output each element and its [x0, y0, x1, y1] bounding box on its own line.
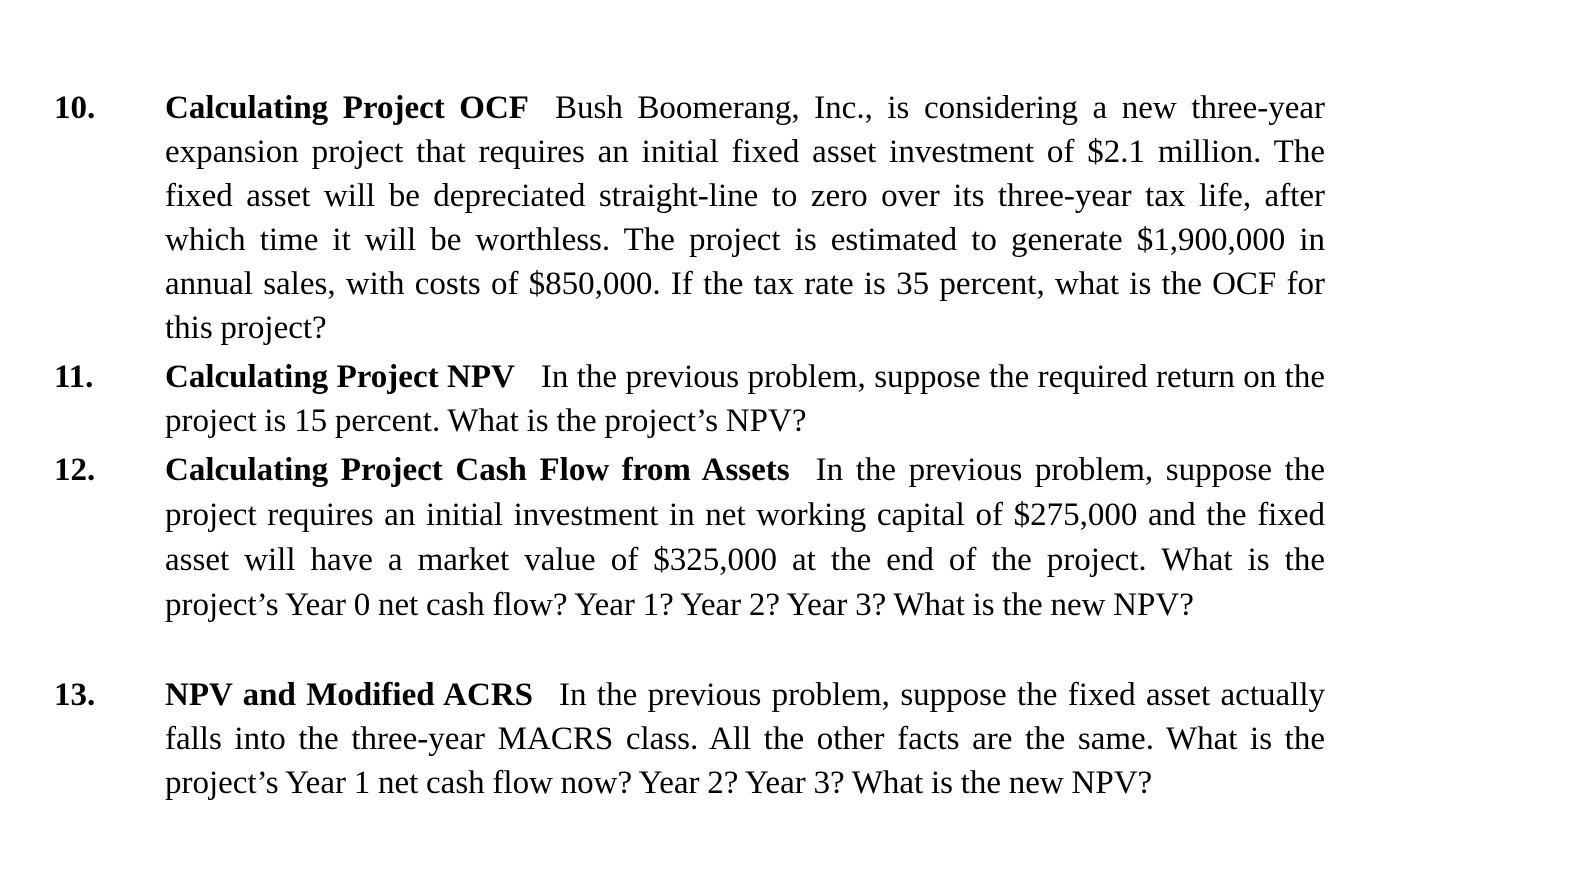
problem-body: In the previous problem, suppose the fixed asset actually falls into the three-year MACRS class. All the other facts are the same. What is the project’s Year 1 net cash flow now? Year 2? Year 3? What is the new NPV? [165, 677, 1325, 801]
problem-number: 13. [54, 677, 96, 713]
problem-number: 10. [54, 90, 96, 126]
problem-heading: Calculating Project OCF [165, 90, 529, 126]
problem-text [165, 448, 1325, 628]
problem-text [165, 355, 1325, 443]
problem-heading: Calculating Project NPV [165, 359, 515, 395]
problem-number: 12. [54, 452, 96, 488]
problem-heading: Calculating Project Cash Flow from Assets [165, 452, 790, 488]
problem-text [165, 673, 1325, 805]
problem-text [165, 86, 1325, 350]
problem-body: In the previous problem, suppose the required return on the project is 15 percent. What is the project’s NPV? [165, 359, 1325, 439]
problem-number: 11. [54, 359, 94, 395]
problem-body: Bush Boomerang, Inc., is considering a new three-year expansion project that requires an initial fixed asset investment of $2.1 million. The fixed asset will be depreciated straight-line to zero over its three-year tax life, after which time it will be worthless. The project is estimated to generate $1,900,000 in annual sales, with costs of $850,000. If the tax rate is 35 percent, what is the OCF for this project? [165, 90, 1325, 346]
problem-body: In the previous problem, suppose the project requires an initial investment in net working capital of $275,000 and the fixed asset will have a market value of $325,000 at the end of the project. What is the project’s Year 0 net cash flow? Year 1? Year 2? Year 3? What is the new NPV? [165, 452, 1325, 623]
problem-heading: NPV and Modified ACRS [165, 677, 534, 713]
